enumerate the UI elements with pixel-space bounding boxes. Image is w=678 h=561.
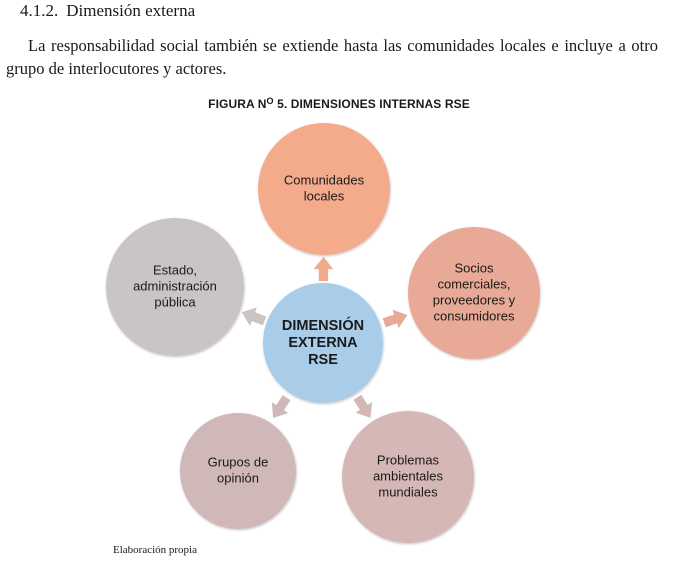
center-node-label-line-2: EXTERNA xyxy=(288,334,358,351)
node-estado-administracion-label-line-2: administración xyxy=(133,278,217,294)
node-problemas-ambientales-label-line-3: mundiales xyxy=(378,484,438,500)
node-problemas-ambientales xyxy=(342,411,474,543)
center-node-label-line-3: RSE xyxy=(308,351,338,368)
node-socios-comerciales xyxy=(408,227,540,359)
figure-title-rest: 5. DIMENSIONES INTERNAS RSE xyxy=(273,97,470,111)
section-paragraph: La responsabilidad social también se extiende hasta las comunidades locales e incluye a otro grupo de interlocutores y actores. xyxy=(6,36,658,78)
arrow-to-estado-administracion xyxy=(239,303,268,329)
section-title: Dimensión externa xyxy=(66,1,196,20)
figure-title-prefix: FIGURA N xyxy=(208,97,267,111)
node-socios-comerciales-label-line-1: Socios xyxy=(454,260,494,276)
node-grupos-opinion xyxy=(180,413,296,529)
node-socios-comerciales-label-line-4: consumidores xyxy=(433,308,515,324)
node-estado-administracion xyxy=(106,218,244,356)
section-number: 4.1.2. xyxy=(20,1,59,20)
node-comunidades-locales-label-line-2: locales xyxy=(303,188,345,204)
node-grupos-opinion-label-line-2: opinión xyxy=(217,470,259,486)
node-socios-comerciales-label-line-2: comerciales, xyxy=(437,276,511,292)
node-estado-administracion-label-line-3: pública xyxy=(154,294,196,310)
arrow-to-problemas-ambientales xyxy=(349,392,378,422)
node-comunidades-locales xyxy=(258,123,390,255)
node-problemas-ambientales-label-line-1: Problemas xyxy=(376,452,440,468)
center-node xyxy=(263,283,383,403)
source-note: Elaboración propia xyxy=(113,544,197,556)
center-node-label-line-1: DIMENSIÓN xyxy=(281,317,365,334)
arrow-to-grupos-opinion xyxy=(265,393,294,424)
arrow-to-socios-comerciales xyxy=(381,306,410,332)
figure-title-superscript: O xyxy=(266,96,274,106)
node-comunidades-locales-label-line-1: Comunidades xyxy=(283,172,365,188)
arrow-to-comunidades-locales xyxy=(314,257,333,281)
node-grupos-opinion-label-line-1: Grupos de xyxy=(207,454,269,470)
node-problemas-ambientales-label-line-2: ambientales xyxy=(372,468,444,484)
node-socios-comerciales-label-line-3: proveedores y xyxy=(432,292,516,308)
node-estado-administracion-label-line-1: Estado, xyxy=(152,262,198,278)
